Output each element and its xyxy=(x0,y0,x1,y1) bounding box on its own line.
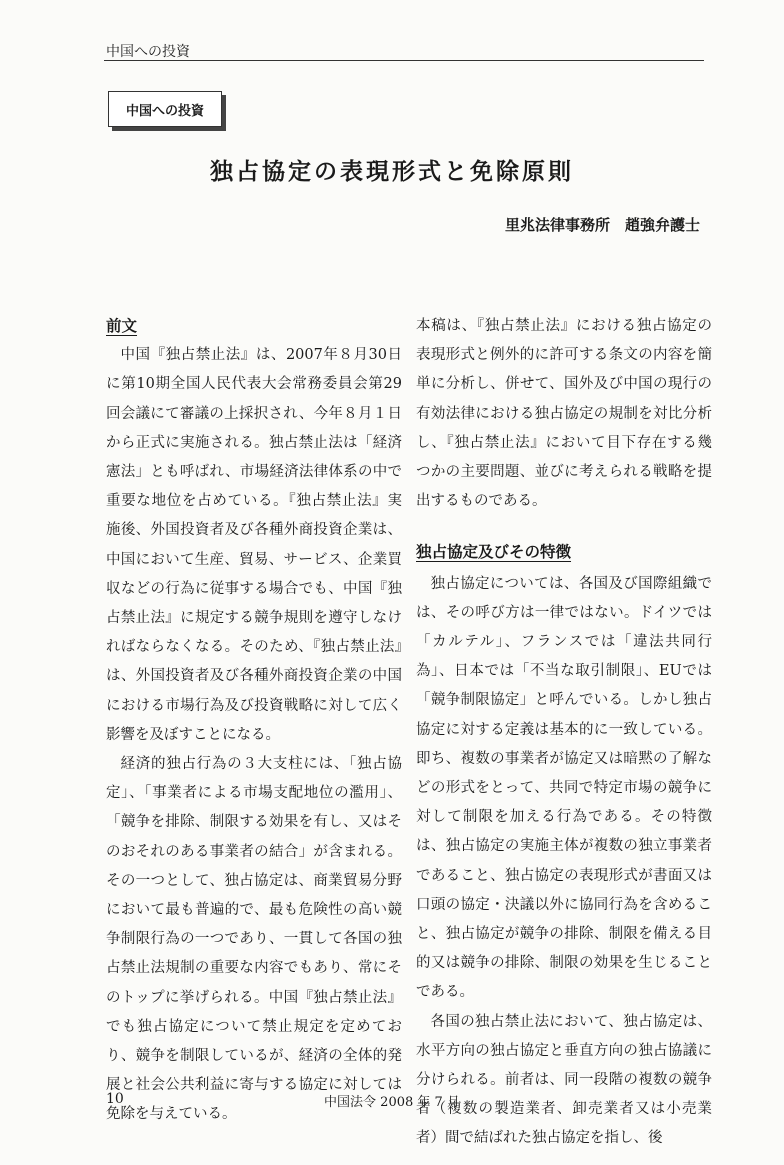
section-heading-definition: 独占協定及びその特徴 xyxy=(416,543,572,562)
author-byline: 里兆法律事務所 趙強弁護士 xyxy=(504,216,700,234)
section-heading-preface: 前文 xyxy=(106,317,138,335)
publication-footer: 中国法令 2008 年 7 月 xyxy=(324,1095,460,1110)
header-rule xyxy=(104,60,704,61)
body-paragraph: 本稿は、『独占禁止法』における独占協定の表現形式と例外的に許可する条文の内容を簡単に分析し、併せて、国外及び中国の現行の有効法律における独占協定の規制を対比分析し、『独占禁止法』において目下存在する幾つかの主要問題、並びに考えられる戦略を提出するものである。 xyxy=(416,318,712,510)
left-column xyxy=(106,312,402,1130)
right-column xyxy=(416,312,712,1154)
body-paragraph: 各国の独占禁止法において、独占協定は、水平方向の独占協定と垂直方向の独占協議に分けられる。前者は、同一段階の複数の競争者（複数の製造業者、卸売業者又は小売業者）間で結ばれた独占協定を指し、後 xyxy=(416,1013,712,1147)
running-head: 中国への投資 xyxy=(106,44,190,60)
body-paragraph: 中国『独占禁止法』は、2007年８月30日に第10期全国人民代表大会常務委員会第29回会議にて審議の上採択され、今年８月１日から正式に実施される。独占禁止法は「経済憲法」とも呼ばれ、市場経済法律体系の中で重要な地位を占めている。『独占禁止法』実施後、外国投資者及び各種外商投資企業は、中国において生産、貿易、サービス、企業買収などの行為に従事する場合でも、中国『独占禁止法』に規定する競争規則を遵守しなければならなくなる。そのため、『独占禁止法』は、外国投資者及び各種外商投資企業の中国における市場行為及び投資戦略に対して広く影響を及ぼすことになる。 xyxy=(106,347,402,743)
page-number: 10 xyxy=(106,1091,124,1107)
body-paragraph: 独占協定については、各国及び国際組織では、その呼び方は一律ではない。ドイツでは「カルテル」、フランスでは「違法共同行為」、日本では「不当な取引制限」、EUでは「競争制限協定」と呼んでいる。しかし独占協定に対する定義は基本的に一致している。即ち、複数の事業者が協定又は暗黙の了解などの形式をとって、共同で特定市場の競争に対して制限を加える行為である。その特徴は、独占協定の実施主体が複数の独立事業者であること、独占協定の表現形式が書面又は口頭の協定・決議以外に協同行為を含めること、独占協定が競争の排除、制限を備える目的又は競争の排除、制限の効果を生じることである。 xyxy=(416,575,712,1001)
article-title: 独占協定の表現形式と免除原則 xyxy=(210,159,574,185)
section-tag: 中国への投資 xyxy=(108,91,222,127)
body-paragraph: 経済的独占行為の３大支柱には、「独占協定」、「事業者による市場支配地位の濫用」、「競争を排除、制限する効果を有し、又はそのおそれのある事業者の結合」が含まれる。その一つとして、独占協定は、商業貿易分野において最も普遍的で、最も危険性の高い競争制限行為の一つであり、一貫して各国の独占禁止法規制の重要な内容でもあり、常にそのトップに挙げられる。中国『独占禁止法』でも独占協定について禁止規定を定めており、競争を制限しているが、経済の全体的発展と社会公共利益に寄与する協定に対しては免除を与えている。 xyxy=(106,756,402,1123)
